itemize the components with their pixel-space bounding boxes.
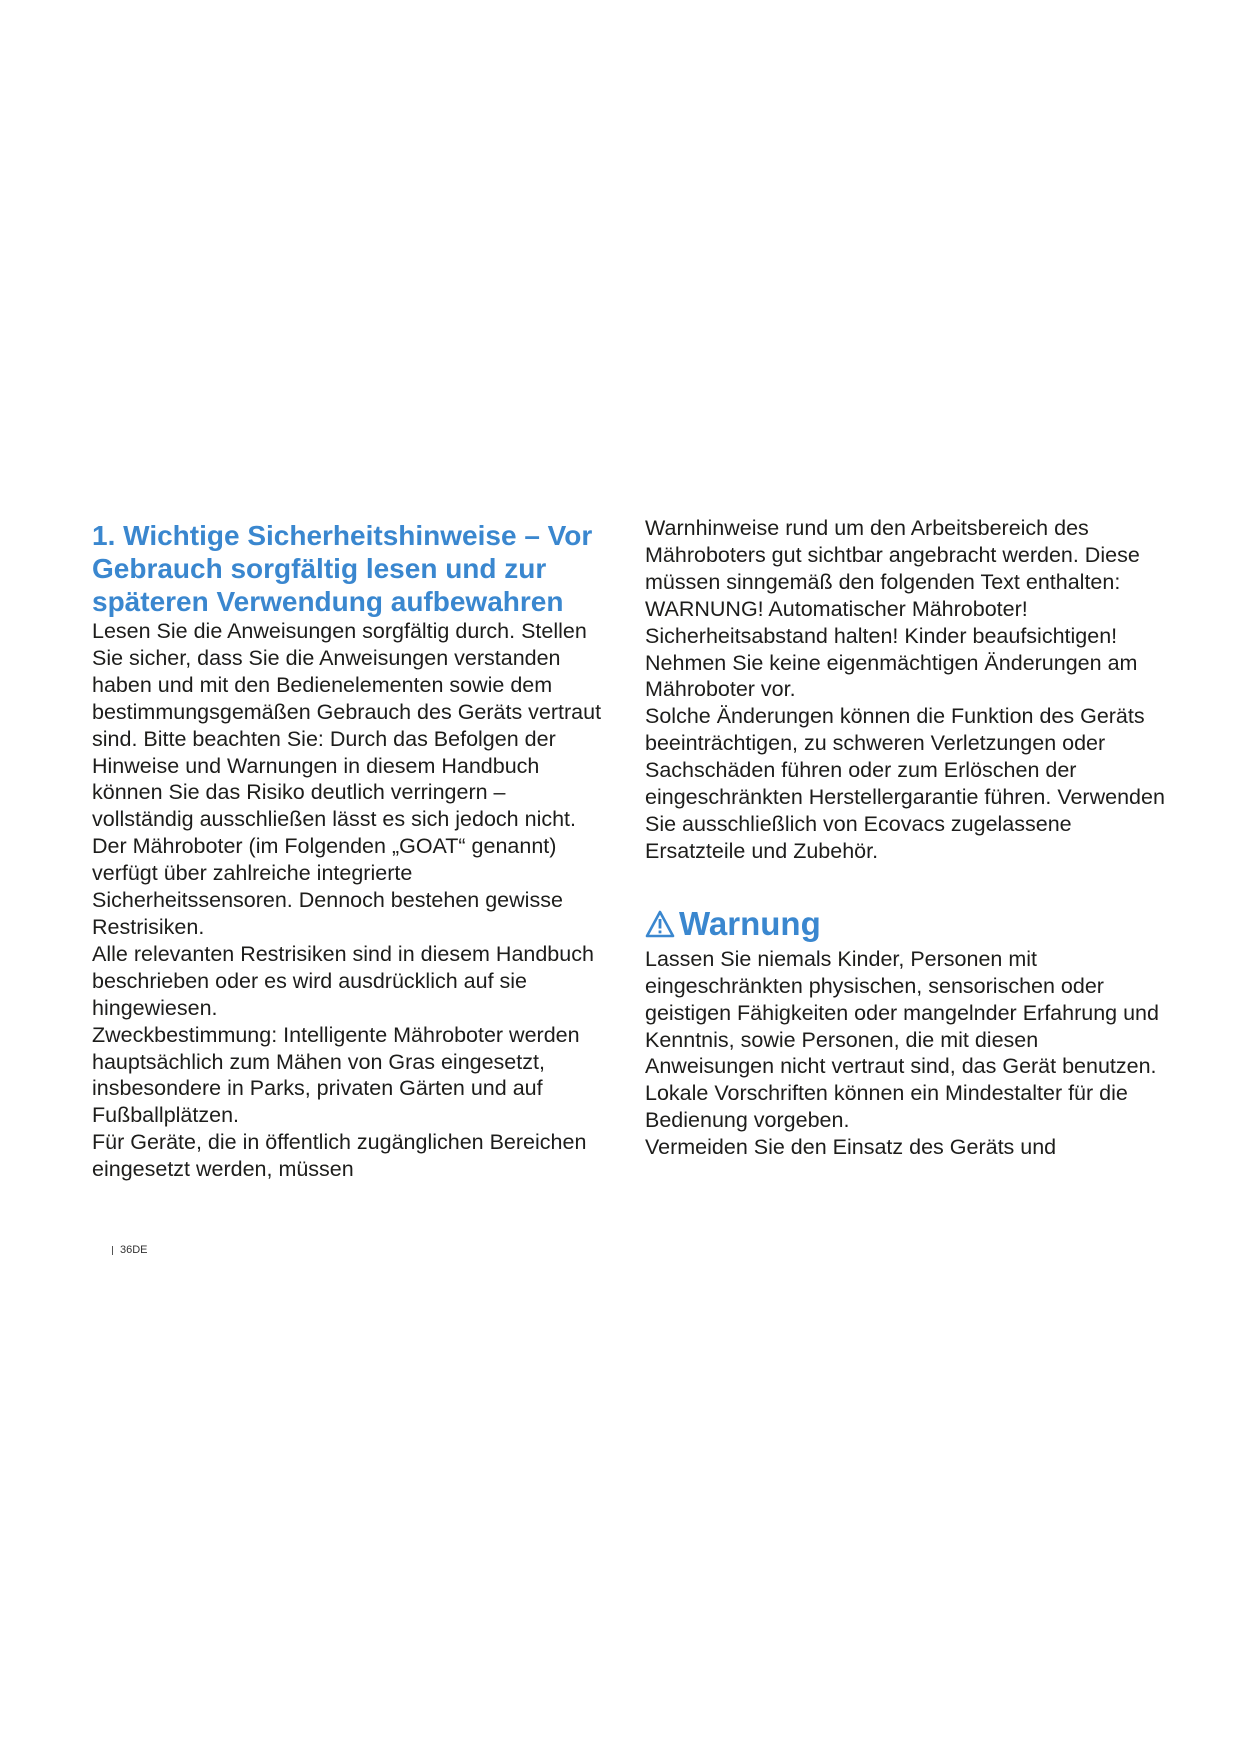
paragraph: Zweckbestimmung: Intelligente Mähroboter werden hauptsächlich zum Mähen von Gras eingesetzt, insbesondere in Parks, privaten Gärten und auf Fußballplätzen. (92, 1022, 580, 1128)
paragraph: Für Geräte, die in öffentlich zugänglichen Bereichen eingesetzt werden, müssen (92, 1130, 587, 1182)
right-body-text (645, 515, 1165, 865)
warning-body-text (645, 946, 1165, 1161)
left-column (92, 515, 612, 1183)
left-body-text (92, 618, 612, 1183)
paragraph: Lesen Sie die Anweisungen sorgfältig durch. Stellen Sie sicher, dass Sie die Anweisungen verstanden haben und mit den Bedienelementen sowie dem bestimmungsgemäßen Gebrauch des Geräts vertraut sind. Bitte beachten Sie: Durch das Befolgen der Hinweise und Warnungen in diesem Handbuch können Sie das Risiko deutlich verringern – vollständig ausschließen lässt es sich jedoch nicht. (92, 619, 602, 832)
warning-triangle-icon (645, 910, 675, 938)
paragraph: Lassen Sie niemals Kinder, Personen mit eingeschränkten physischen, sensorischen oder geistigen Fähigkeiten oder mangelnder Erfahrung und Kenntnis, sowie Personen, die mit diesen Anweisungen nicht vertraut sind, das Gerät benutzen. Lokale Vorschriften können ein Mindestalter für die Bedienung vorgeben. (645, 946, 1159, 1133)
warning-title: Warnung (679, 904, 821, 942)
section-heading: 1. Wichtige Sicherheitshinweise – Vor Gebrauch sorgfältig lesen und zur späteren Verwendung aufbewahren (92, 520, 593, 617)
page-footer (112, 1244, 148, 1256)
paragraph: Warnhinweise rund um den Arbeitsbereich des Mähroboters gut sichtbar angebracht werden. Diese müssen sinngemäß den folgenden Text enthalten: WARNUNG! Automatischer Mähroboter! (645, 516, 1140, 621)
paragraph: Alle relevanten Restrisiken sind in diesem Handbuch beschrieben oder es wird ausdrücklich auf sie hingewiesen. (92, 941, 594, 1020)
page-number: 36DE (120, 1244, 148, 1256)
paragraph: Sicherheitsabstand halten! Kinder beaufsichtigen! Nehmen Sie keine eigenmächtigen Änderungen am Mähroboter vor. (645, 623, 1138, 702)
footer-divider (112, 1246, 113, 1255)
right-column (645, 515, 1165, 1161)
paragraph: Der Mähroboter (im Folgenden „GOAT“ genannt) verfügt über zahlreiche integrierte Sicherheitssensoren. Dennoch bestehen gewisse Restrisiken. (92, 834, 563, 939)
paragraph: Solche Änderungen können die Funktion des Geräts beeinträchtigen, zu schweren Verletzungen oder Sachschäden führen oder zum Erlöschen der eingeschränkten Herstellergarantie führen. Verwenden Sie ausschließlich von Ecovacs zugelassene Ersatzteile und Zubehör. (645, 704, 1165, 863)
paragraph: Vermeiden Sie den Einsatz des Geräts und (645, 1135, 1057, 1160)
warning-heading (645, 906, 1165, 942)
